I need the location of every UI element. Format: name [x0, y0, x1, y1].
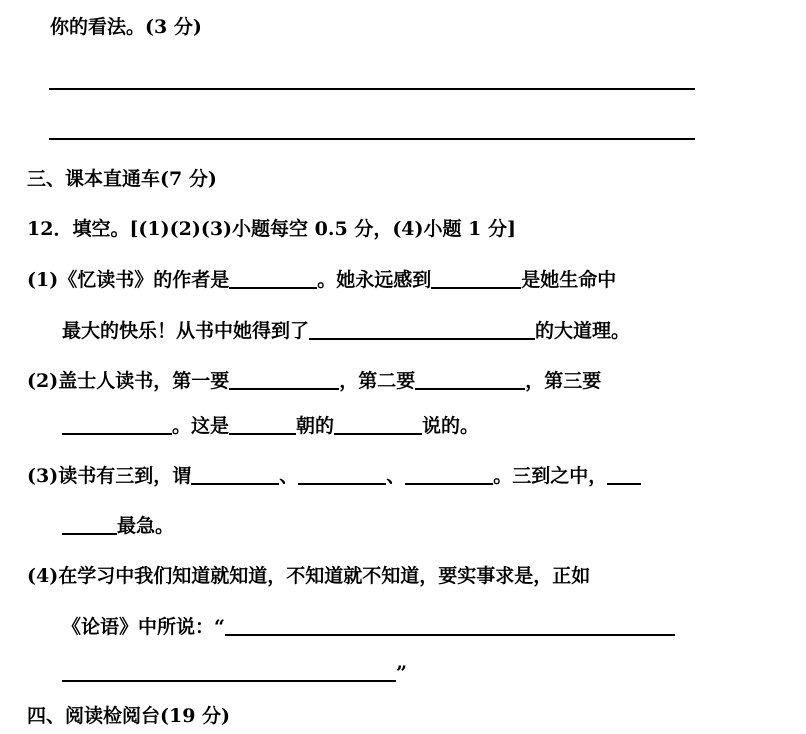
q12-part1-line2: [62, 318, 630, 344]
text: 的大道理。: [535, 320, 631, 342]
blank-third[interactable]: [62, 413, 172, 435]
question-continuation: 你的看法。(3 分): [50, 16, 202, 38]
text: 、: [279, 465, 299, 487]
blank-dynasty[interactable]: [229, 413, 296, 435]
question-12-title: 12．填空。[(1)(2)(3)小题每空 0.5 分，(4)小题 1 分]: [27, 218, 516, 240]
q12-part3-line2: [62, 513, 174, 539]
blank-principle[interactable]: [309, 318, 535, 340]
text: 。她永远感到: [317, 269, 432, 291]
text: 。三到之中，: [493, 465, 608, 487]
text: 。这是: [172, 415, 230, 437]
section-3-title: 三、课本直通车(7 分): [27, 168, 217, 190]
blank-most-urgent-end[interactable]: [62, 513, 117, 535]
text: 说的。: [422, 415, 480, 437]
blank-dao-3[interactable]: [405, 463, 493, 485]
q12-part1-line1: [27, 267, 616, 293]
blank-dao-1[interactable]: [191, 463, 279, 485]
blank-person[interactable]: [334, 413, 422, 435]
q12-part2-line1: [27, 368, 601, 394]
text: 最大的快乐！从书中她得到了: [62, 320, 310, 342]
blank-quote-part1[interactable]: [225, 614, 675, 636]
text: ”: [396, 662, 407, 684]
text: 《论语》中所说：“: [62, 616, 225, 638]
blank-most-urgent-start[interactable]: [607, 463, 641, 485]
text: 最急。: [117, 515, 175, 537]
text: 是她生命中: [521, 269, 617, 291]
blank-second[interactable]: [415, 368, 525, 390]
blank-quote-part2[interactable]: [62, 660, 396, 682]
text: ，第三要: [525, 370, 602, 392]
text: ，第二要: [339, 370, 416, 392]
text: (1)《忆读书》的作者是: [27, 269, 230, 291]
text: (3)读书有三到，谓: [27, 465, 192, 487]
section-4-title: 四、阅读检阅台(19 分): [27, 705, 231, 727]
text: 朝的: [296, 415, 335, 437]
q12-part4-line3: [62, 660, 407, 686]
text: (2)盖士人读书，第一要: [27, 370, 230, 392]
blank-author[interactable]: [229, 267, 317, 289]
q12-part3-line1: [27, 463, 641, 489]
text: 、: [386, 465, 406, 487]
blank-dao-2[interactable]: [298, 463, 386, 485]
q12-part2-line2: [62, 413, 479, 439]
blank-happiness[interactable]: [431, 267, 521, 289]
q12-part4-line1: (4)在学习中我们知道就知道，不知道就不知道，要实事求是，正如: [27, 565, 591, 587]
blank-first[interactable]: [229, 368, 339, 390]
q12-part4-line2: [62, 614, 675, 640]
answer-line-1[interactable]: [49, 88, 695, 90]
answer-line-2[interactable]: [49, 138, 695, 140]
